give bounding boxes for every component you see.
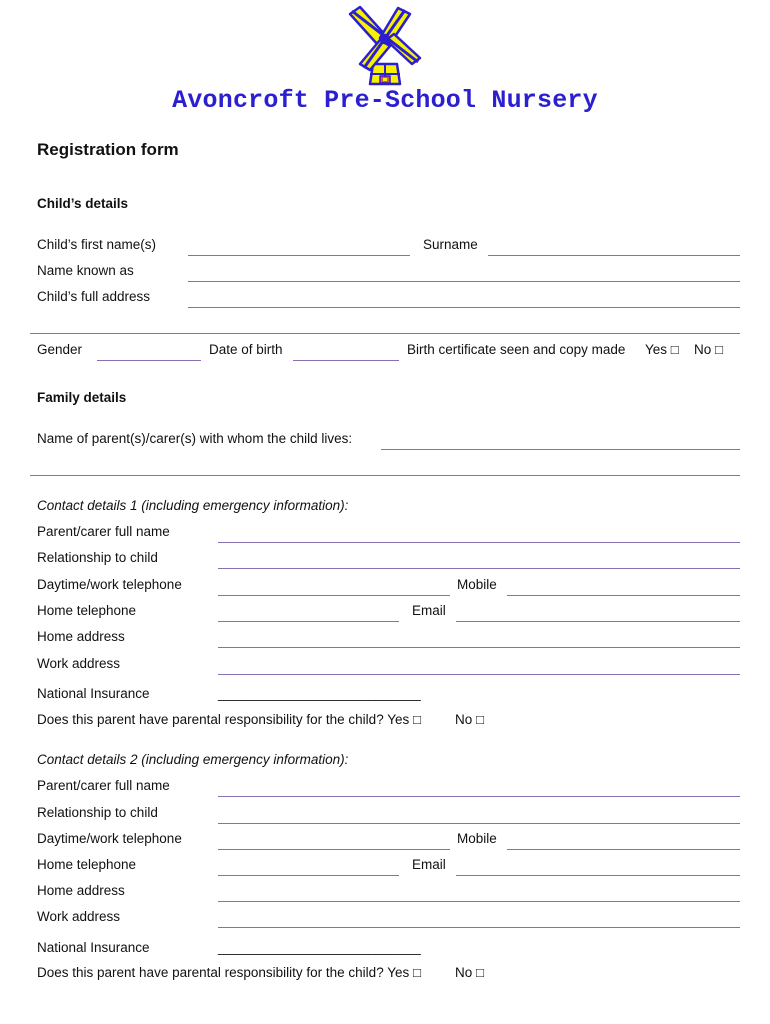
contact2-title: Contact details 2 (including emergency information): — [37, 752, 349, 767]
contact2-home-address-field[interactable] — [218, 901, 740, 902]
first-name-label: Child’s first name(s) — [37, 237, 157, 252]
gender-field[interactable] — [97, 360, 201, 361]
contact1-pr-no-checkbox[interactable]: No □ — [455, 712, 485, 727]
contact2-daytime-tel-label: Daytime/work telephone — [37, 831, 182, 846]
contact2-email-label: Email — [412, 857, 446, 872]
birth-cert-no-checkbox[interactable]: No □ — [694, 342, 724, 357]
parents-field-line2[interactable] — [30, 475, 740, 476]
first-name-field[interactable] — [188, 255, 410, 256]
dob-field[interactable] — [293, 360, 399, 361]
contact2-work-address-field[interactable] — [218, 927, 740, 928]
child-section-title: Child’s details — [37, 196, 129, 211]
known-as-field[interactable] — [188, 281, 740, 282]
contact1-home-tel-field[interactable] — [218, 621, 399, 622]
contact2-ni-label: National Insurance — [37, 940, 150, 955]
contact2-pr-no-checkbox[interactable]: No □ — [455, 965, 485, 980]
windmill-logo — [340, 2, 430, 88]
contact1-mobile-field[interactable] — [507, 595, 740, 596]
contact1-ni-field[interactable]: ___________________________ — [218, 686, 421, 701]
contact1-home-address-label: Home address — [37, 629, 125, 644]
birth-cert-label: Birth certificate seen and copy made — [407, 342, 626, 357]
contact2-relationship-field[interactable] — [218, 823, 740, 824]
birth-cert-yes-checkbox[interactable]: Yes □ — [645, 342, 679, 357]
contact1-pr-question[interactable]: Does this parent have parental responsibility for the child? Yes □ — [37, 712, 422, 727]
full-address-label: Child’s full address — [37, 289, 151, 304]
contact1-full-name-field[interactable] — [218, 542, 740, 543]
form-title: Registration form — [37, 140, 179, 159]
contact2-work-address-label: Work address — [37, 909, 121, 924]
parents-label: Name of parent(s)/carer(s) with whom the child lives: — [37, 431, 353, 446]
dob-label: Date of birth — [209, 342, 283, 357]
contact2-mobile-label: Mobile — [457, 831, 497, 846]
school-name: Avoncroft Pre-School Nursery — [172, 86, 598, 115]
contact1-email-field[interactable] — [456, 621, 740, 622]
contact1-email-label: Email — [412, 603, 446, 618]
contact1-home-tel-label: Home telephone — [37, 603, 137, 618]
contact1-daytime-tel-field[interactable] — [218, 595, 450, 596]
contact2-daytime-tel-field[interactable] — [218, 849, 450, 850]
contact1-mobile-label: Mobile — [457, 577, 497, 592]
contact2-pr-question[interactable]: Does this parent have parental responsibility for the child? Yes □ — [37, 965, 422, 980]
contact2-relationship-label: Relationship to child — [37, 805, 158, 820]
contact2-full-name-label: Parent/carer full name — [37, 778, 170, 793]
parents-field[interactable] — [381, 449, 740, 450]
contact2-full-name-field[interactable] — [218, 796, 740, 797]
contact2-mobile-field[interactable] — [507, 849, 740, 850]
contact1-ni-label: National Insurance — [37, 686, 150, 701]
contact1-title: Contact details 1 (including emergency information): — [37, 498, 349, 513]
contact2-home-address-label: Home address — [37, 883, 125, 898]
contact1-full-name-label: Parent/carer full name — [37, 524, 170, 539]
known-as-label: Name known as — [37, 263, 134, 278]
contact1-daytime-tel-label: Daytime/work telephone — [37, 577, 182, 592]
contact1-home-address-field[interactable] — [218, 647, 740, 648]
surname-label: Surname — [423, 237, 478, 252]
contact1-work-address-field[interactable] — [218, 674, 740, 675]
gender-label: Gender — [37, 342, 83, 357]
contact1-relationship-field[interactable] — [218, 568, 740, 569]
contact2-home-tel-label: Home telephone — [37, 857, 137, 872]
contact1-relationship-label: Relationship to child — [37, 550, 158, 565]
contact2-home-tel-field[interactable] — [218, 875, 399, 876]
family-section-title: Family details — [37, 390, 127, 405]
contact2-ni-field[interactable]: ___________________________ — [218, 940, 421, 955]
full-address-field[interactable] — [188, 307, 740, 308]
full-address-field-line2[interactable] — [30, 333, 740, 334]
surname-field[interactable] — [488, 255, 740, 256]
contact1-work-address-label: Work address — [37, 656, 121, 671]
contact2-email-field[interactable] — [456, 875, 740, 876]
